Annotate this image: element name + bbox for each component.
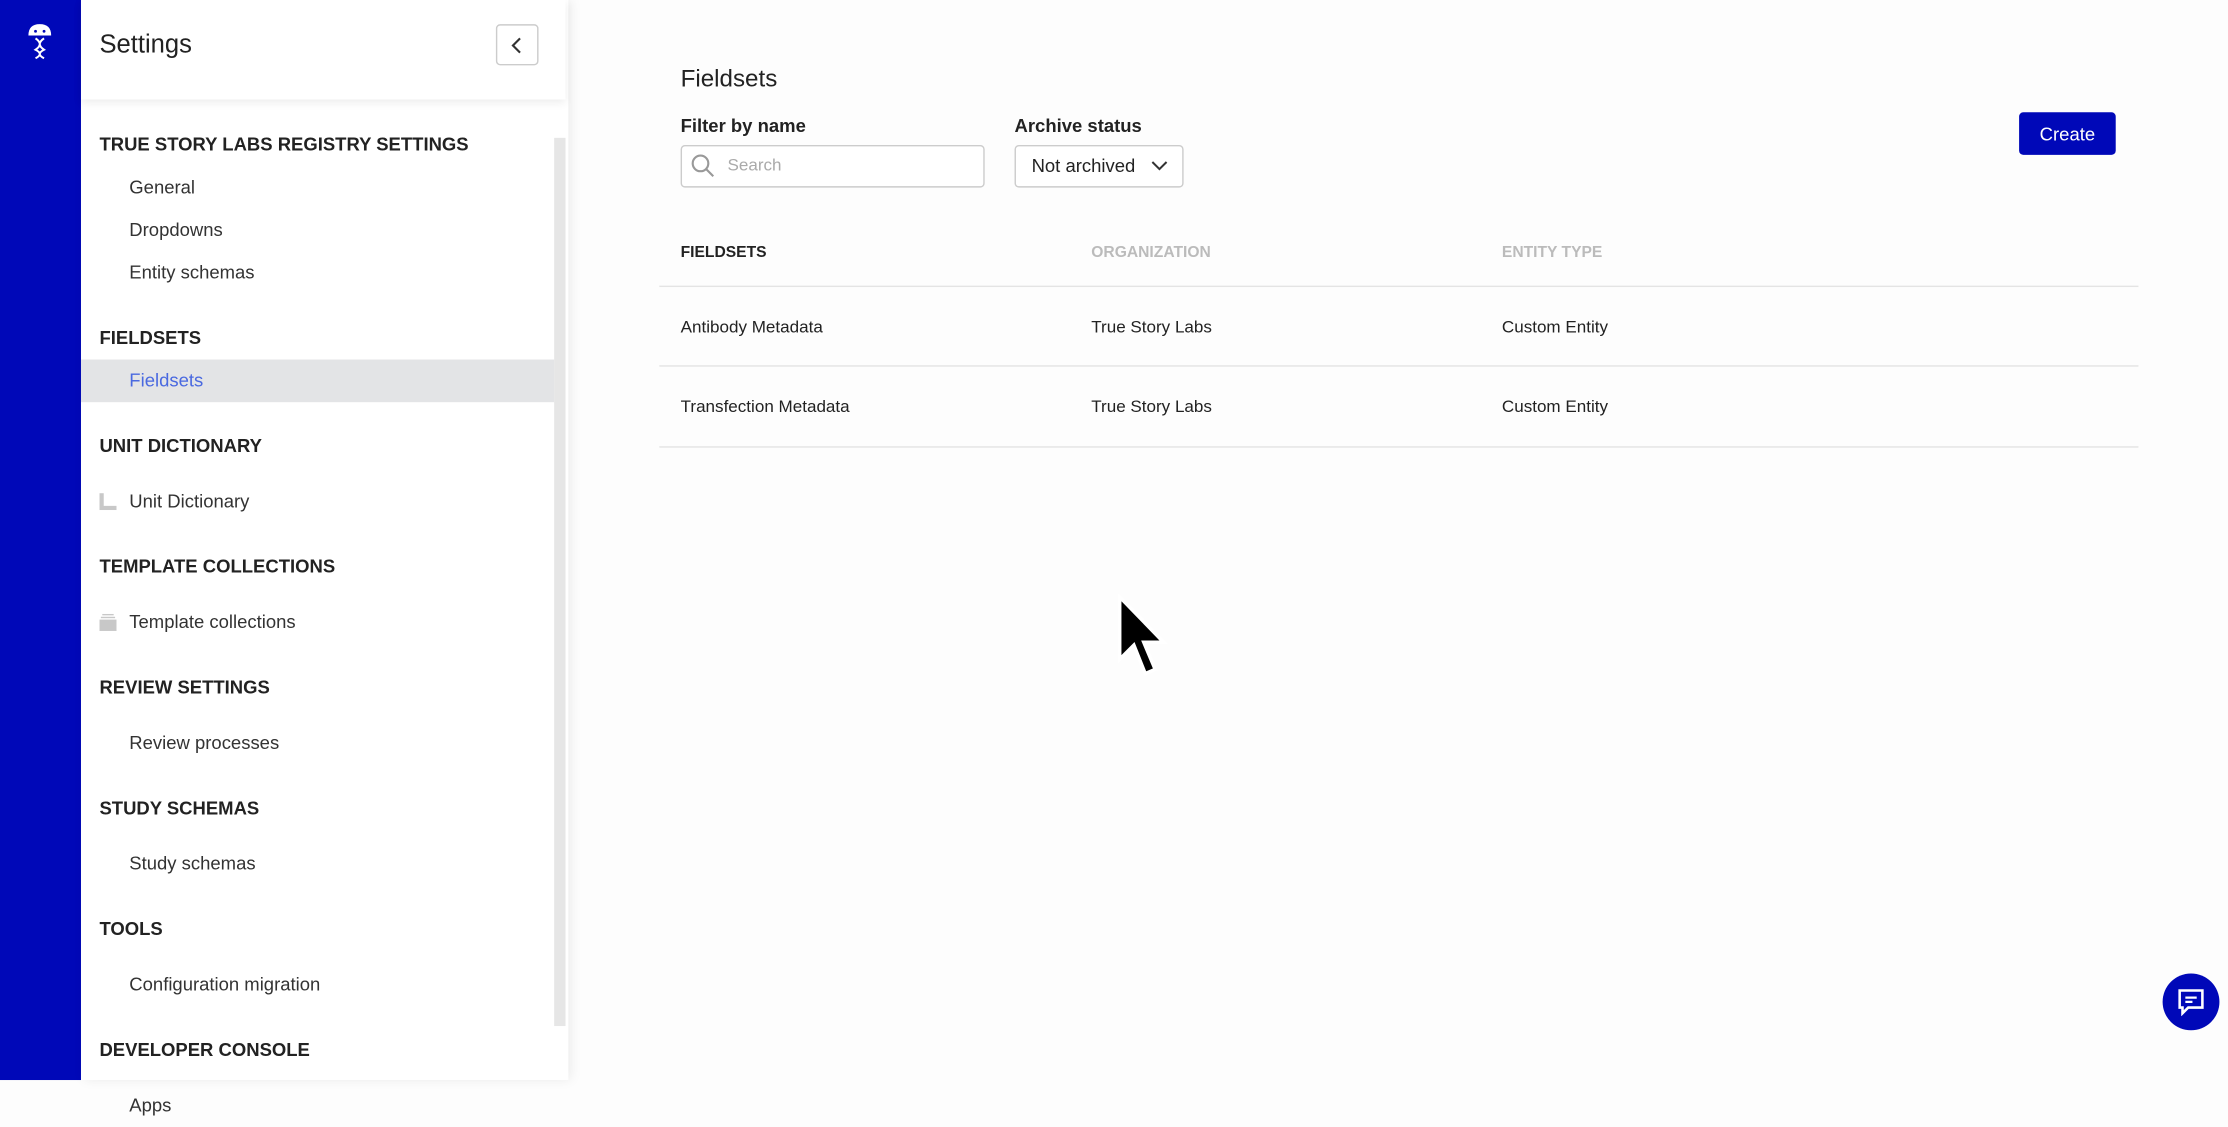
- nav-item-label: Template collections: [129, 611, 296, 633]
- table-divider: [659, 446, 2138, 447]
- nav-item-label: Unit Dictionary: [129, 490, 250, 512]
- section-heading: TEMPLATE COLLECTIONS: [99, 555, 336, 577]
- chevron-left-icon: [510, 36, 524, 53]
- filter-label: Filter by name: [680, 115, 806, 137]
- column-header-organization[interactable]: ORGANIZATION: [1091, 244, 1211, 262]
- nav-item-general[interactable]: General: [129, 176, 196, 198]
- collection-icon: [99, 614, 116, 631]
- cell-entity-type: Custom Entity: [1501, 396, 1609, 417]
- cell-fieldset: Antibody Metadata: [680, 316, 823, 337]
- sidebar-title: Settings: [99, 29, 192, 59]
- nav-item-fieldsets[interactable]: Fieldsets: [81, 360, 554, 403]
- nav-item-template-collections[interactable]: [81, 601, 554, 644]
- nav-item-entity-schemas[interactable]: Entity schemas: [129, 261, 255, 283]
- column-header-entity-type[interactable]: ENTITY TYPE: [1501, 244, 1603, 262]
- nav-item-dropdowns[interactable]: Dropdowns: [129, 218, 223, 241]
- chat-icon: [2177, 988, 2205, 1016]
- search-field[interactable]: [681, 145, 985, 188]
- mouse-cursor-icon: [1117, 594, 1174, 685]
- app-rail: [0, 0, 81, 1080]
- section-heading: FIELDSETS: [99, 326, 202, 349]
- page-title: Fieldsets: [680, 65, 778, 93]
- chat-support-button[interactable]: [2163, 973, 2220, 1030]
- app-logo-icon[interactable]: [26, 23, 54, 60]
- sidebar-header: [81, 0, 566, 99]
- cell-entity-type: Custom Entity: [1501, 316, 1609, 337]
- section-heading: UNIT DICTIONARY: [99, 434, 262, 457]
- create-button[interactable]: Create: [2019, 112, 2116, 155]
- nav-item-study-schemas[interactable]: Study schemas: [129, 852, 256, 874]
- section-heading: STUDY SCHEMAS: [99, 797, 260, 819]
- cell-organization: True Story Labs: [1091, 396, 1212, 417]
- section-heading: TRUE STORY LABS REGISTRY SETTINGS: [99, 133, 469, 155]
- ruler-icon: [99, 493, 116, 510]
- sidebar-scrollbar[interactable]: [554, 138, 565, 1026]
- section-heading: DEVELOPER CONSOLE: [99, 1038, 310, 1061]
- column-header-fieldsets[interactable]: FIELDSETS: [680, 244, 767, 262]
- section-heading: TOOLS: [99, 918, 163, 940]
- section-heading: REVIEW SETTINGS: [99, 676, 270, 698]
- main-content: [568, 0, 2228, 1080]
- table-row[interactable]: [659, 286, 2138, 367]
- search-input[interactable]: [728, 155, 970, 175]
- nav-item-unit-dictionary[interactable]: [81, 480, 554, 523]
- archive-status-select[interactable]: [1015, 145, 1184, 188]
- archive-status-value: Not archived: [1031, 154, 1136, 177]
- settings-nav: [81, 99, 554, 1126]
- nav-item-apps[interactable]: Apps: [129, 1094, 172, 1116]
- archive-status-label: Archive status: [1014, 115, 1142, 137]
- search-icon: [691, 153, 717, 179]
- table-row[interactable]: [659, 365, 2138, 446]
- settings-sidebar: [81, 0, 568, 1116]
- collapse-sidebar-button[interactable]: [496, 24, 539, 65]
- cell-fieldset: Transfection Metadata: [680, 396, 850, 417]
- cell-organization: True Story Labs: [1091, 316, 1212, 337]
- nav-item-review-processes[interactable]: Review processes: [129, 731, 280, 754]
- nav-item-configuration-migration[interactable]: Configuration migration: [129, 973, 321, 995]
- chevron-down-icon: [1151, 161, 1168, 172]
